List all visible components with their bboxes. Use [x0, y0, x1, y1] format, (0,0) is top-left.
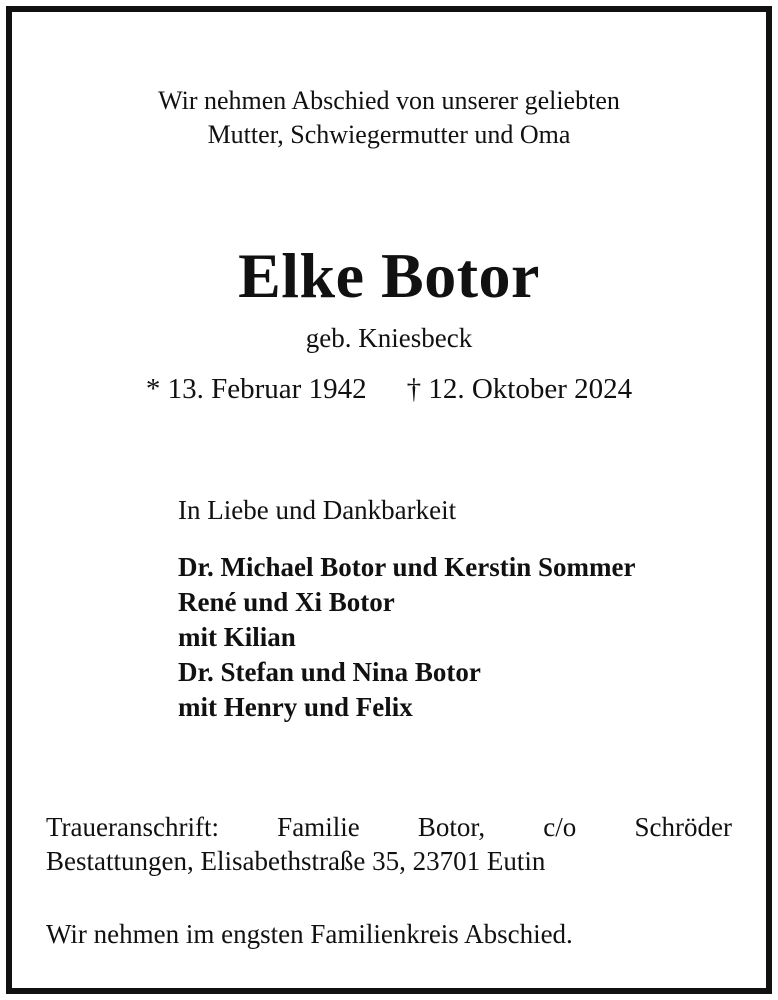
address-line: Bestattungen, Elisabethstraße 35, 23701 Eutin [46, 846, 546, 876]
mourner-line: mit Henry und Felix [178, 692, 413, 722]
maiden-name: geb. Kniesbeck [305, 323, 473, 353]
mourner-line: René und Xi Botor [178, 587, 395, 617]
address-line: Traueranschrift: Familie Botor, c/o Schröder [46, 812, 732, 842]
death-date: † 12. Oktober 2024 [406, 373, 633, 405]
closing-note: Wir nehmen im engsten Familienkreis Abschied. [46, 919, 573, 949]
intro-line: Wir nehmen Abschied von unserer geliebten [158, 86, 620, 115]
mourners-list [178, 550, 635, 725]
mourner-line: mit Kilian [178, 622, 296, 652]
birth-date: * 13. Februar 1942 [145, 373, 367, 405]
intro-text [0, 84, 778, 152]
mourner-line: Dr. Michael Botor und Kerstin Sommer [178, 552, 636, 582]
deceased-name: Elke Botor [238, 240, 540, 311]
condolence-address [46, 810, 732, 878]
mourners-greeting: In Liebe und Dankbarkeit [178, 495, 457, 525]
life-dates [0, 370, 778, 408]
mourner-line: Dr. Stefan und Nina Botor [178, 657, 481, 687]
intro-line: Mutter, Schwiegermutter und Oma [207, 120, 571, 149]
